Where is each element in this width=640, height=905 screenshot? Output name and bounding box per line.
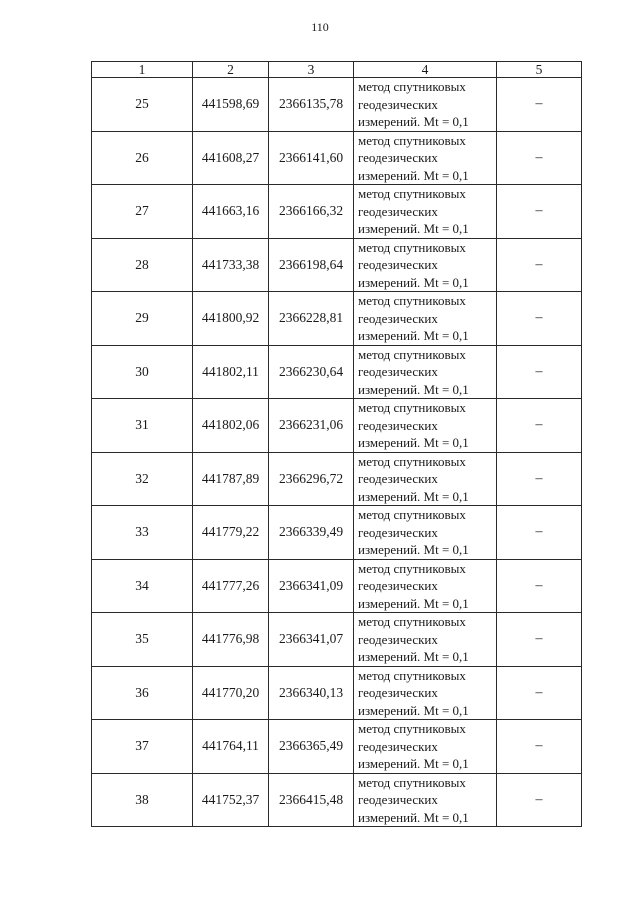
x-coordinate-cell: 441752,37 [193,773,269,827]
table-row [92,345,582,399]
note-cell: – [497,345,582,399]
method-line: геодезических [358,310,438,326]
method-line: метод спутниковых [358,79,466,94]
table-row [92,720,582,774]
method-line: геодезических [358,96,438,112]
point-number-cell: 26 [92,131,193,185]
x-coordinate-cell: 441802,11 [193,345,269,399]
note-cell: – [497,131,582,185]
method-line: измерений. Mt = 0,1 [358,488,469,504]
x-coordinate-cell: 441787,89 [193,452,269,506]
y-coordinate-cell: 2366135,78 [269,78,354,132]
method-line: геодезических [358,524,438,540]
method-line: измерений. Mt = 0,1 [358,167,469,183]
method-line: метод спутниковых [358,132,466,148]
header-col-3: 3 [269,62,354,78]
y-coordinate-cell: 2366296,72 [269,452,354,506]
y-coordinate-cell: 2366198,64 [269,238,354,292]
y-coordinate-cell: 2366228,81 [269,292,354,346]
note-cell: – [497,613,582,667]
table-row [92,292,582,346]
method-line: геодезических [358,257,438,272]
table-row [92,238,582,292]
method-line: измерений. Mt = 0,1 [358,114,469,129]
method-line: геодезических [358,471,438,486]
table-row [92,131,582,185]
method-cell [354,399,497,453]
method-line: измерений. Mt = 0,1 [358,649,469,664]
note-cell: – [497,399,582,453]
note-cell: – [497,78,582,132]
method-cell [354,292,497,346]
method-line: геодезических [358,792,438,807]
page-number: 110 [311,20,329,34]
method-line: измерений. Mt = 0,1 [358,702,469,718]
point-number-cell: 33 [92,506,193,560]
y-coordinate-cell: 2366415,48 [269,773,354,827]
method-line: метод спутниковых [358,614,466,629]
note-cell: – [497,452,582,506]
table-row [92,185,582,239]
x-coordinate-cell: 441733,38 [193,238,269,292]
method-cell [354,185,497,239]
x-coordinate-cell: 441800,92 [193,292,269,346]
method-line: геодезических [358,150,438,165]
method-line: геодезических [358,203,438,219]
point-number-cell: 31 [92,399,193,453]
method-cell [354,506,497,560]
note-cell: – [497,292,582,346]
point-number-cell: 37 [92,720,193,774]
method-line: геодезических [358,738,438,754]
note-cell: – [497,185,582,239]
note-cell: – [497,666,582,720]
header-col-2: 2 [193,62,269,78]
method-cell [354,78,497,132]
y-coordinate-cell: 2366230,64 [269,345,354,399]
point-number-cell: 32 [92,452,193,506]
table-body [92,78,582,827]
method-line: метод спутниковых [358,400,466,415]
method-line: измерений. Mt = 0,1 [358,328,469,343]
method-line: метод спутниковых [358,560,466,576]
method-cell [354,666,497,720]
y-coordinate-cell: 2366166,32 [269,185,354,239]
method-cell [354,345,497,399]
y-coordinate-cell: 2366141,60 [269,131,354,185]
header-col-4: 4 [354,62,497,78]
x-coordinate-cell: 441608,27 [193,131,269,185]
method-cell [354,559,497,613]
y-coordinate-cell: 2366365,49 [269,720,354,774]
point-number-cell: 27 [92,185,193,239]
method-line: геодезических [358,685,438,700]
x-coordinate-cell: 441777,26 [193,559,269,613]
table-header [92,62,582,78]
method-line: геодезических [358,364,438,379]
note-cell: – [497,720,582,774]
method-line: метод спутниковых [358,293,466,308]
method-line: измерений. Mt = 0,1 [358,809,469,825]
table-row [92,78,582,132]
point-number-cell: 36 [92,666,193,720]
method-line: метод спутниковых [358,667,466,683]
method-line: измерений. Mt = 0,1 [358,435,469,450]
method-line: метод спутниковых [358,507,466,522]
method-line: метод спутниковых [358,186,466,201]
method-line: метод спутниковых [358,774,466,790]
table-row [92,773,582,827]
method-cell [354,238,497,292]
x-coordinate-cell: 441663,16 [193,185,269,239]
coordinates-table [91,61,582,827]
note-cell: – [497,773,582,827]
header-row [92,62,582,78]
method-line: метод спутниковых [358,453,466,469]
method-line: измерений. Mt = 0,1 [358,274,469,290]
x-coordinate-cell: 441776,98 [193,613,269,667]
point-number-cell: 29 [92,292,193,346]
y-coordinate-cell: 2366341,09 [269,559,354,613]
table-row [92,399,582,453]
table-row [92,666,582,720]
point-number-cell: 28 [92,238,193,292]
method-line: измерений. Mt = 0,1 [358,595,469,611]
x-coordinate-cell: 441802,06 [193,399,269,453]
table-row [92,559,582,613]
method-line: измерений. Mt = 0,1 [358,381,469,397]
y-coordinate-cell: 2366231,06 [269,399,354,453]
method-cell [354,773,497,827]
method-line: измерений. Mt = 0,1 [358,756,469,771]
method-line: метод спутниковых [358,721,466,736]
x-coordinate-cell: 441764,11 [193,720,269,774]
method-line: геодезических [358,631,438,647]
note-cell: – [497,238,582,292]
x-coordinate-cell: 441598,69 [193,78,269,132]
point-number-cell: 34 [92,559,193,613]
table-row [92,452,582,506]
y-coordinate-cell: 2366340,13 [269,666,354,720]
method-line: метод спутниковых [358,346,466,362]
method-cell [354,613,497,667]
method-line: геодезических [358,578,438,593]
y-coordinate-cell: 2366339,49 [269,506,354,560]
header-col-5: 5 [497,62,582,78]
x-coordinate-cell: 441779,22 [193,506,269,560]
method-cell [354,720,497,774]
method-cell [354,131,497,185]
x-coordinate-cell: 441770,20 [193,666,269,720]
point-number-cell: 25 [92,78,193,132]
table-row [92,506,582,560]
method-cell [354,452,497,506]
note-cell: – [497,506,582,560]
note-cell: – [497,559,582,613]
point-number-cell: 30 [92,345,193,399]
table-row [92,613,582,667]
point-number-cell: 38 [92,773,193,827]
method-line: метод спутниковых [358,239,466,255]
y-coordinate-cell: 2366341,07 [269,613,354,667]
method-line: измерений. Mt = 0,1 [358,221,469,236]
header-col-1: 1 [92,62,193,78]
point-number-cell: 35 [92,613,193,667]
method-line: геодезических [358,417,438,433]
method-line: измерений. Mt = 0,1 [358,542,469,557]
